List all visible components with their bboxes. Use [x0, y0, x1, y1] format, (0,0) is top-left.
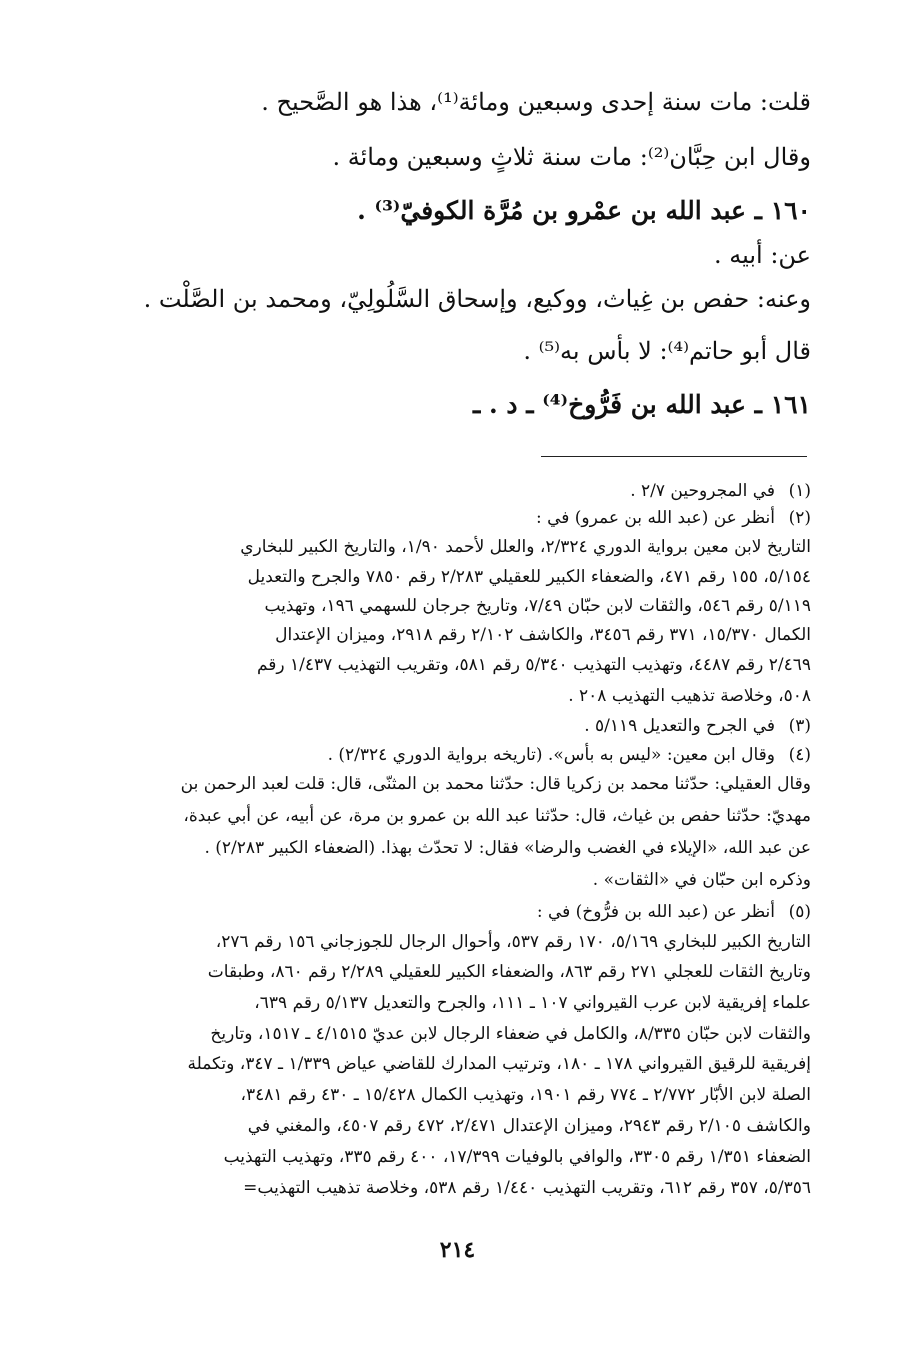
footnote-5-line: التاريخ الكبير للبخاري ٥/١٦٩، ١٧٠ رقم ٥٣٧، وأحوال الرجال للجوزجاني ١٥٦ رقم ٢٧٦، [215, 932, 811, 952]
footnote-2-intro: أنظر عن (عبد الله بن عمرو) في : [535, 508, 775, 528]
footnote-2-line: ٥٠٨، وخلاصة تذهيب التهذيب ٢٠٨ . [568, 686, 811, 706]
footnote-5-line: والكاشف ٢/١٠٥ رقم ٢٩٤٣، وميزان الإعتدال ٢/٤٧١، ٤٧٢ رقم ٤٥٠٧، والمغني في [247, 1116, 811, 1136]
footnote-5-line: الصلة لابن الأبّار ٢/٧٧٢ ـ ٧٧٤ رقم ١٩٠١، وتهذيب الكمال ١٥/٤٢٨ ـ ٤٣٠ رقم ٣٤٨١، [240, 1085, 811, 1105]
footnote-5-line: الضعفاء ١/٣٥١ رقم ٣٣٠٥، والوافي بالوفيات ١٧/٣٩٩، ٤٠٠ رقم ٣٣٥، وتهذيب التهذيب [223, 1147, 811, 1167]
footnote-4-intro: وقال ابن معين: «ليس به بأس». (تاريخه برواية الدوري ٢/٣٢٤) . [327, 745, 775, 765]
footnote-5-line: والثقات لابن حبّان ٨/٣٣٥، والكامل في ضعفاء الرجال لابن عديّ ٤/١٥١٥ ـ ١٥١٧، وتاريخ [210, 1024, 811, 1044]
footnote-2-line: التاريخ لابن معين برواية الدوري ٢/٣٢٤، والعلل لأحمد ١/٩٠، والتاريخ الكبير للبخاري [240, 537, 811, 557]
main-line-from: عن: أبيه . [713, 241, 811, 269]
entry-heading-160: ١٦٠ ـ عبد الله بن عمْرو بن مُرَّة الكوفيّ⁽³⁾ . [357, 196, 811, 225]
footnote-4-line: وذكره ابن حبّان في «الثقات» . [592, 870, 811, 890]
footnote-4-line: عن عبد الله، «الإيلاء في الغضب والرضا» فقال: لا تحدّث بهذا. (الضعفاء الكبير ٢/٢٨٣) . [204, 838, 811, 858]
footnote-4-line: مهديّ: حدّثنا حفص بن غياث، قال: حدّثنا عبد الله بن عمرو بن مرة، عن أبيه، عن أبي عبدة، [183, 806, 811, 826]
main-line-2: وقال ابن حِبَّان⁽²⁾: مات سنة ثلاثٍ وسبعين ومائة . [332, 143, 811, 171]
footnote-4-number: (٤) [788, 745, 811, 765]
footnote-5-line: إفريقية للرقيق القيرواني ١٧٨ ـ ١٨٠، وترتيب المدارك للقاضي عياض ١/٣٣٩ ـ ٣٤٧، وتكملة [187, 1054, 811, 1074]
main-line-narrators: وعنه: حفص بن غِياث، ووكيع، وإسحاق السَّلُولِيّ، ومحمد بن الصَّلْت . [143, 285, 811, 313]
footnote-1-number: (١) [788, 481, 811, 501]
footnote-2-line: ٢/٤٦٩ رقم ٤٤٨٧، وتهذيب التهذيب ٥/٣٤٠ رقم ٥٨١، وتقريب التهذيب ١/٤٣٧ رقم [256, 655, 811, 675]
footnote-3-number: (٣) [788, 716, 811, 736]
footnote-4-line: وقال العقيلي: حدّثنا محمد بن زكريا قال: حدّثنا محمد بن المثنّى، قال: قلت لعبد الرحمن بن [180, 774, 811, 794]
main-line-abu-hatim: قال أبو حاتم⁽⁴⁾: لا بأس به⁽⁵⁾ . [523, 337, 811, 365]
footnote-2-line: الكمال ١٥/٣٧٠، ٣٧١ رقم ٣٤٥٦، والكاشف ٢/١٠٢ رقم ٢٩١٨، وميزان الإعتدال [275, 625, 811, 645]
footnote-2-line: ٥/١٥٤، ١٥٥ رقم ٤٧١، والضعفاء الكبير للعقيلي ٢/٢٨٣ رقم ٧٨٥٠ والجرح والتعديل [247, 567, 811, 587]
footnote-5-line: ٥/٣٥٦، ٣٥٧ رقم ٦١٢، وتقريب التهذيب ١/٤٤٠ رقم ٥٣٨، وخلاصة تذهيب التهذيب= [243, 1178, 811, 1198]
footnote-5-line: وتاريخ الثقات للعجلي ٢٧١ رقم ٨٦٣، والضعفاء الكبير للعقيلي ٢/٢٨٩ رقم ٨٦٠، وطبقات [207, 962, 811, 982]
main-line-1: قلت: مات سنة إحدى وسبعين ومائة⁽¹⁾، هذا هو الصَّحيح . [261, 88, 811, 116]
footnote-separator [541, 456, 807, 457]
footnote-1-text: في المجروحين ٢/٧ . [630, 481, 775, 501]
footnote-5-line: علماء إفريقية لابن عرب القيرواني ١٠٧ ـ ١١١، والجرح والتعديل ٥/١٣٧ رقم ٦٣٩، [254, 993, 811, 1013]
entry-heading-161: ١٦١ ـ عبد الله بن فَرُّوخ⁽⁴⁾ ـ د . ـ [472, 390, 811, 419]
footnote-5-intro: أنظر عن (عبد الله بن فرُّوخ) في : [536, 902, 775, 922]
footnote-2-line: ٥/١١٩ رقم ٥٤٦، والثقات لابن حبّان ٧/٤٩، وتاريخ جرجان للسهمي ١٩٦، وتهذيب [264, 596, 811, 616]
footnote-5-number: (٥) [788, 902, 811, 922]
footnote-2-number: (٢) [788, 508, 811, 528]
footnote-3-text: في الجرح والتعديل ٥/١١٩ . [584, 716, 775, 736]
page-number: ٢١٤ [439, 1237, 476, 1263]
